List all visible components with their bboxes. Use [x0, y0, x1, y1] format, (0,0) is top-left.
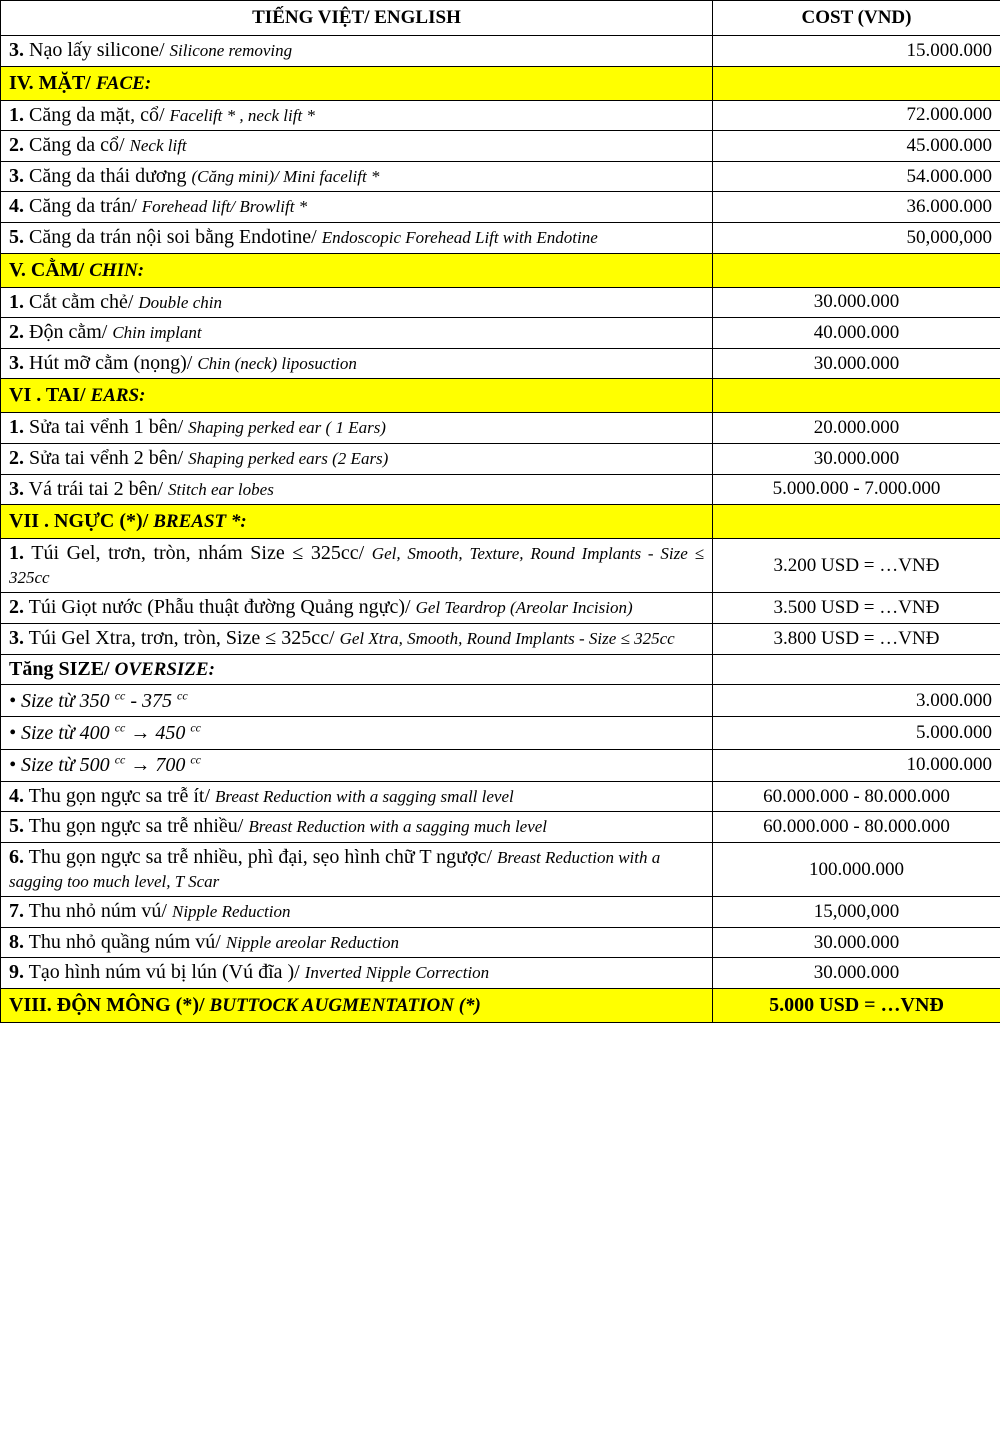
item-row — [1, 413, 1000, 444]
section-cost — [713, 379, 1000, 413]
item-row — [1, 812, 1000, 843]
section-label-en: FACE: — [95, 72, 152, 94]
item-label — [1, 593, 713, 624]
item-label-en: Chin implant — [112, 323, 202, 343]
item-label-vi: Căng da trán/ — [29, 195, 142, 218]
item-row — [1, 474, 1000, 505]
section-label — [1, 379, 713, 413]
item-label — [1, 958, 713, 989]
bullet-text: • Size từ 400 $^{cc}$ → 450 $^{cc}$ — [9, 720, 201, 744]
section-label — [1, 989, 713, 1023]
item-number: 3. — [9, 39, 24, 61]
item-cost: 54.000.000 — [713, 161, 1000, 192]
item-label-vi: Căng da thái dương — [29, 164, 192, 187]
item-number: 2. — [9, 321, 24, 344]
item-label — [1, 812, 713, 843]
item-row — [1, 927, 1000, 958]
item-label — [1, 474, 713, 505]
item-label-en: Gel Xtra, Smooth, Round Implants - Size ≤ 325cc — [339, 628, 675, 648]
item-cost: 20.000.000 — [713, 413, 1000, 444]
bullet-row — [1, 685, 1000, 717]
section-label-vi: VIII. ĐỘN MÔNG (*)/ — [9, 994, 210, 1016]
item-number: 2. — [9, 134, 24, 157]
section-row — [1, 379, 1000, 413]
bullet-label — [1, 717, 713, 749]
item-label — [1, 287, 713, 318]
item-row — [1, 192, 1000, 223]
item-row — [1, 897, 1000, 928]
item-cost: 36.000.000 — [713, 192, 1000, 223]
section-cost — [713, 253, 1000, 287]
table-header-row — [1, 1, 1000, 36]
item-label — [1, 318, 713, 349]
item-label-en: Double chin — [138, 292, 222, 312]
item-label-en: Forehead lift/ Browlift * — [141, 197, 308, 217]
section-label-en: BUTTOCK AUGMENTATION (*) — [209, 995, 481, 1016]
section-label-vi: V. CẰM/ — [9, 258, 90, 281]
item-number: 1. — [9, 416, 24, 439]
item-row — [1, 781, 1000, 812]
item-number: 3. — [9, 477, 24, 500]
item-label-vi: Túi Gel Xtra, trơn, tròn, Size ≤ 325cc/ — [28, 626, 340, 649]
item-label-vi: Túi Gel, trơn, tròn, nhám Size ≤ 325cc/ — [31, 542, 372, 565]
item-label — [1, 927, 713, 958]
item-label — [1, 843, 713, 897]
item-cost: 3.800 USD = …VNĐ — [713, 623, 1000, 654]
item-number: 9. — [9, 961, 24, 984]
item-number: 8. — [9, 930, 24, 953]
item-cost: 50,000,000 — [713, 222, 1000, 253]
item-label-en: Chin (neck) liposuction — [197, 353, 357, 373]
item-label-en: Nipple areolar Reduction — [225, 932, 399, 952]
section-label-en: CHIN: — [89, 259, 145, 281]
item-number: 3. — [9, 164, 24, 187]
item-label — [1, 781, 713, 812]
item-number: 5. — [9, 225, 24, 248]
item-cost: 72.000.000 — [713, 100, 1000, 131]
item-label-en: Endoscopic Forehead Lift with Endotine — [321, 227, 598, 247]
item-row — [1, 593, 1000, 624]
subheader-row — [1, 654, 1000, 685]
item-number: 1. — [9, 290, 24, 313]
item-cost: 30.000.000 — [713, 958, 1000, 989]
item-label-en: Facelift * , neck lift * — [169, 105, 315, 125]
subheader-label-en: OVERSIZE: — [114, 658, 215, 680]
item-row — [1, 958, 1000, 989]
column-header-name: TIẾNG VIỆT/ ENGLISH — [1, 1, 713, 36]
item-label — [1, 623, 713, 654]
section-label-vi: IV. MẶT/ — [9, 71, 96, 94]
subheader-label — [1, 654, 713, 685]
item-cost: 30.000.000 — [713, 348, 1000, 379]
item-number: 1. — [9, 542, 24, 565]
bullet-cost: 3.000.000 — [713, 685, 1000, 717]
bullet-row — [1, 717, 1000, 749]
item-cost: 30.000.000 — [713, 443, 1000, 474]
price-list-body — [1, 1, 1000, 1023]
bullet-cost: 10.000.000 — [713, 749, 1000, 781]
section-row — [1, 989, 1000, 1023]
item-label-vi: Sửa tai vểnh 1 bên/ — [29, 416, 189, 439]
item-number: 7. — [9, 900, 24, 923]
item-label-vi: Cắt cằm chẻ/ — [29, 290, 139, 313]
section-label — [1, 66, 713, 100]
item-row — [1, 318, 1000, 349]
section-cost — [713, 66, 1000, 100]
item-label-vi: Thu nhỏ quầng núm vú/ — [28, 930, 226, 953]
item-label-en: Silicone removing — [169, 41, 293, 60]
item-cost: 5.000.000 - 7.000.000 — [713, 474, 1000, 505]
item-label-en: Inverted Nipple Correction — [304, 963, 490, 983]
section-label-en: EARS: — [90, 385, 146, 407]
item-label — [1, 36, 713, 67]
item-row — [1, 843, 1000, 897]
section-label-vi: VI . TAI/ — [9, 384, 91, 407]
item-number: 4. — [9, 195, 24, 218]
item-cost: 15.000.000 — [713, 36, 1000, 67]
section-cost: 5.000 USD = …VNĐ — [713, 989, 1000, 1023]
bullet-cost: 5.000.000 — [713, 717, 1000, 749]
bullet-label — [1, 749, 713, 781]
item-row — [1, 161, 1000, 192]
item-row — [1, 539, 1000, 593]
item-number: 1. — [9, 103, 24, 126]
item-label-vi: Hút mỡ cằm (nọng)/ — [29, 351, 198, 374]
bullet-row — [1, 749, 1000, 781]
item-cost: 3.500 USD = …VNĐ — [713, 593, 1000, 624]
item-row — [1, 131, 1000, 162]
item-cost: 60.000.000 - 80.000.000 — [713, 812, 1000, 843]
item-cost: 30.000.000 — [713, 927, 1000, 958]
item-label — [1, 161, 713, 192]
bullet-text: • Size từ 350 $^{cc}$ - 375 $^{cc}$ — [9, 688, 188, 712]
item-label — [1, 443, 713, 474]
section-row — [1, 253, 1000, 287]
item-number: 3. — [9, 626, 24, 649]
item-label-en: Gel, Smooth, Texture, Round Implants - Size ≤ 325cc — [9, 544, 704, 587]
item-row — [1, 36, 1000, 67]
section-row — [1, 505, 1000, 539]
item-label-en: Breast Reduction with a sagging small level — [215, 786, 514, 806]
bullet-label — [1, 685, 713, 717]
item-label-vi: Căng da mặt, cổ/ — [29, 103, 170, 126]
item-label-vi: Tạo hình núm vú bị lún (Vú đĩa )/ — [28, 961, 305, 984]
item-label-vi: Sửa tai vểnh 2 bên/ — [29, 446, 189, 469]
item-label-vi: Căng da cổ/ — [29, 134, 130, 157]
section-label-vi: VII . NGỰC (*)/ — [9, 510, 154, 533]
item-number: 4. — [9, 784, 24, 807]
subheader-label-vi: Tăng SIZE/ — [9, 657, 115, 680]
item-label-en: Shaping perked ears (2 Ears) — [188, 448, 389, 468]
item-label-vi: Nạo lấy silicone/ — [29, 39, 170, 61]
item-cost: 3.200 USD = …VNĐ — [713, 539, 1000, 593]
section-label — [1, 505, 713, 539]
item-label — [1, 897, 713, 928]
bullet-text: • Size từ 500 $^{cc}$ → 700 $^{cc}$ — [9, 752, 201, 777]
item-row — [1, 222, 1000, 253]
item-row — [1, 100, 1000, 131]
item-label — [1, 131, 713, 162]
item-label-vi: Túi Giọt nước (Phẫu thuật đường Quảng ngực)/ — [28, 596, 416, 619]
item-label — [1, 348, 713, 379]
item-label — [1, 100, 713, 131]
item-label-vi: Thu gọn ngực sa trễ ít/ — [28, 784, 215, 807]
item-label-en: Breast Reduction with a sagging much level — [248, 817, 548, 837]
section-row — [1, 66, 1000, 100]
item-cost: 15,000,000 — [713, 897, 1000, 928]
item-label-vi: Thu nhỏ núm vú/ — [28, 900, 172, 923]
item-cost: 30.000.000 — [713, 287, 1000, 318]
item-label-vi: Thu gọn ngực sa trễ nhiều/ — [28, 815, 249, 838]
item-cost: 100.000.000 — [713, 843, 1000, 897]
item-label-en: Shaping perked ear ( 1 Ears) — [188, 418, 386, 438]
item-label — [1, 413, 713, 444]
item-label-vi: Độn cằm/ — [29, 321, 113, 344]
subheader-cost — [713, 654, 1000, 685]
column-header-cost: COST (VND) — [713, 1, 1000, 36]
section-label-en: BREAST *: — [153, 511, 247, 533]
item-label-vi: Vá trái tai 2 bên/ — [28, 477, 169, 500]
item-label — [1, 192, 713, 223]
item-cost: 40.000.000 — [713, 318, 1000, 349]
item-row — [1, 348, 1000, 379]
item-label-en: Stitch ear lobes — [168, 479, 274, 499]
item-label-vi: Căng da trán nội soi bằng Endotine/ — [29, 225, 322, 248]
item-label-en: Breast Reduction with a sagging too much level, T Scar — [9, 848, 661, 891]
item-label-en: Neck lift — [129, 136, 187, 156]
item-number: 5. — [9, 815, 24, 838]
item-number: 6. — [9, 846, 24, 869]
item-cost: 45.000.000 — [713, 131, 1000, 162]
item-label-en: Nipple Reduction — [171, 902, 291, 922]
item-label-en: Gel Teardrop (Areolar Incision) — [415, 598, 633, 618]
section-cost — [713, 505, 1000, 539]
item-row — [1, 443, 1000, 474]
item-label-vi: Thu gọn ngực sa trễ nhiều, phì đại, sẹo hình chữ T ngược/ — [28, 846, 498, 869]
item-label — [1, 222, 713, 253]
item-number: 2. — [9, 446, 24, 469]
item-row — [1, 623, 1000, 654]
item-row — [1, 287, 1000, 318]
section-label — [1, 253, 713, 287]
item-label — [1, 539, 713, 593]
item-cost: 60.000.000 - 80.000.000 — [713, 781, 1000, 812]
item-number: 3. — [9, 351, 24, 374]
item-number: 2. — [9, 596, 24, 619]
item-label-en: (Căng mini)/ Mini facelift * — [191, 166, 380, 186]
